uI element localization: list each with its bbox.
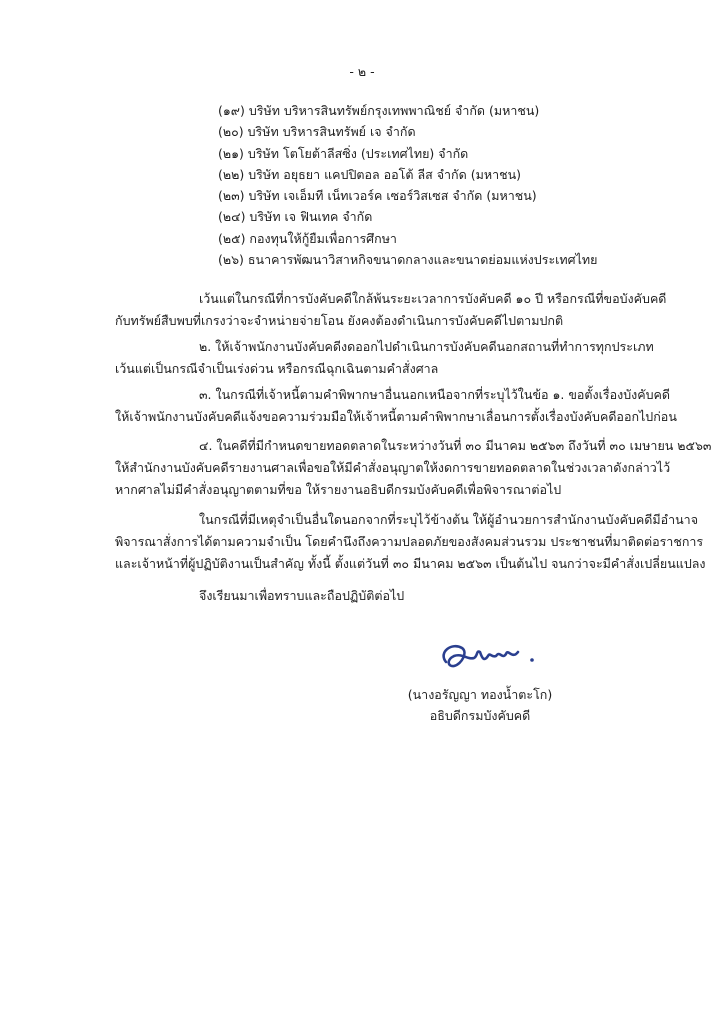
signer-block	[390, 684, 570, 726]
paragraph-exception	[115, 288, 667, 332]
list-item: (๒๖) ธนาคารพัฒนาวิสาหกิจขนาดกลางและขนาดย่อมแห่งประเทศไทย	[218, 252, 598, 268]
paragraph-line: ๓. ในกรณีที่เจ้าหนี้ตามคำพิพากษาอื่นนอกเหนือจากที่ระบุไว้ในข้อ ๑. ขอตั้งเรื่องบังคับคดี	[199, 387, 671, 402]
paragraph-line: กับทรัพย์สืบพบที่เกรงว่าจะจำหน่ายจ่ายโอน ยังคงต้องดำเนินการบังคับคดีไปตามปกติ	[115, 313, 564, 328]
paragraph-line: เว้นแต่ในกรณีที่การบังคับคดีใกล้พ้นระยะเวลาการบังคับคดี ๑๐ ปี หรือกรณีที่ขอบังคับคดี	[199, 291, 667, 306]
paragraph-line: ให้สำนักงานบังคับคดีรายงานศาลเพื่อขอให้มีคำสั่งอนุญาตให้งดการขายทอดตลาดในช่วงเวลาดังกล่าวไว้	[115, 460, 671, 475]
paragraph-line: ๔. ในคดีที่มีกำหนดขายทอดตลาดในระหว่างวันที่ ๓๐ มีนาคม ๒๕๖๓ ถึงวันที่ ๓๐ เมษายน ๒๕๖๓	[199, 438, 712, 453]
paragraph-clause-4	[115, 435, 712, 501]
list-item: (๒๔) บริษัท เจ ฟินเทค จำกัด	[218, 209, 373, 225]
list-item: (๒๐) บริษัท บริหารสินทรัพย์ เจ จำกัด	[218, 124, 416, 140]
list-item: (๑๙) บริษัท บริหารสินทรัพย์กรุงเทพพาณิชย์ จำกัด (มหาชน)	[218, 103, 540, 118]
paragraph-line: และเจ้าหน้าที่ผู้ปฏิบัติงานเป็นสำคัญ ทั้งนี้ ตั้งแต่วันที่ ๓๐ มีนาคม ๒๕๖๓ เป็นต้นไป จนกว่าจะมีคำสั่งเปลี่ยนแปลง	[115, 556, 706, 571]
paragraph-other-cases	[115, 509, 706, 575]
closing-statement: จึงเรียนมาเพื่อทราบและถือปฏิบัติต่อไป	[199, 588, 405, 603]
company-list	[218, 100, 658, 270]
paragraph-line: ในกรณีที่มีเหตุจำเป็นอื่นใดนอกจากที่ระบุไว้ข้างต้น ให้ผู้อำนวยการสำนักงานบังคับคดีมีอำนาจ	[199, 512, 699, 527]
page-number: - ๒ -	[349, 64, 375, 79]
paragraph-line: ให้เจ้าพนักงานบังคับคดีแจ้งขอความร่วมมือให้เจ้าหนี้ตามคำพิพากษาเลื่อนการตั้งเรื่องบังคับคดีออกไปก่อน	[115, 409, 677, 424]
list-item: (๒๑) บริษัท โตโยต้าลีสซิ่ง (ประเทศไทย) จำกัด	[218, 145, 469, 161]
paragraph-line: พิจารณาสั่งการได้ตามความจำเป็น โดยคำนึงถึงความปลอดภัยของสังคมส่วนรวม ประชาชนที่มาติดต่อราชการ	[115, 534, 704, 549]
paragraph-line: เว้นแต่เป็นกรณีจำเป็นเร่งด่วน หรือกรณีฉุกเฉินตามคำสั่งศาล	[115, 361, 439, 376]
paragraph-line: หากศาลไม่มีคำสั่งอนุญาตตามที่ขอ ให้รายงานอธิบดีกรมบังคับคดีเพื่อพิจารณาต่อไป	[115, 482, 562, 497]
list-item: (๒๓) บริษัท เจเอ็มที เน็ทเวอร์ค เซอร์วิสเซส จำกัด (มหาชน)	[218, 188, 537, 204]
list-item: (๒๒) บริษัท อยุธยา แคปปิตอล ออโต้ ลีส จำกัด (มหาชน)	[218, 166, 521, 182]
signer-name: (นางอรัญญา ทองน้ำตะโก)	[407, 687, 553, 702]
signer-position: อธิบดีกรมบังคับคดี	[429, 708, 531, 723]
handwritten-signature	[432, 636, 542, 676]
paragraph-clause-2	[115, 336, 654, 380]
list-item: (๒๕) กองทุนให้กู้ยืมเพื่อการศึกษา	[218, 230, 397, 246]
paragraph-clause-3	[115, 384, 677, 428]
paragraph-line: ๒. ให้เจ้าพนักงานบังคับคดีงดออกไปดำเนินการบังคับคดีนอกสถานที่ทำการทุกประเภท	[199, 339, 654, 354]
